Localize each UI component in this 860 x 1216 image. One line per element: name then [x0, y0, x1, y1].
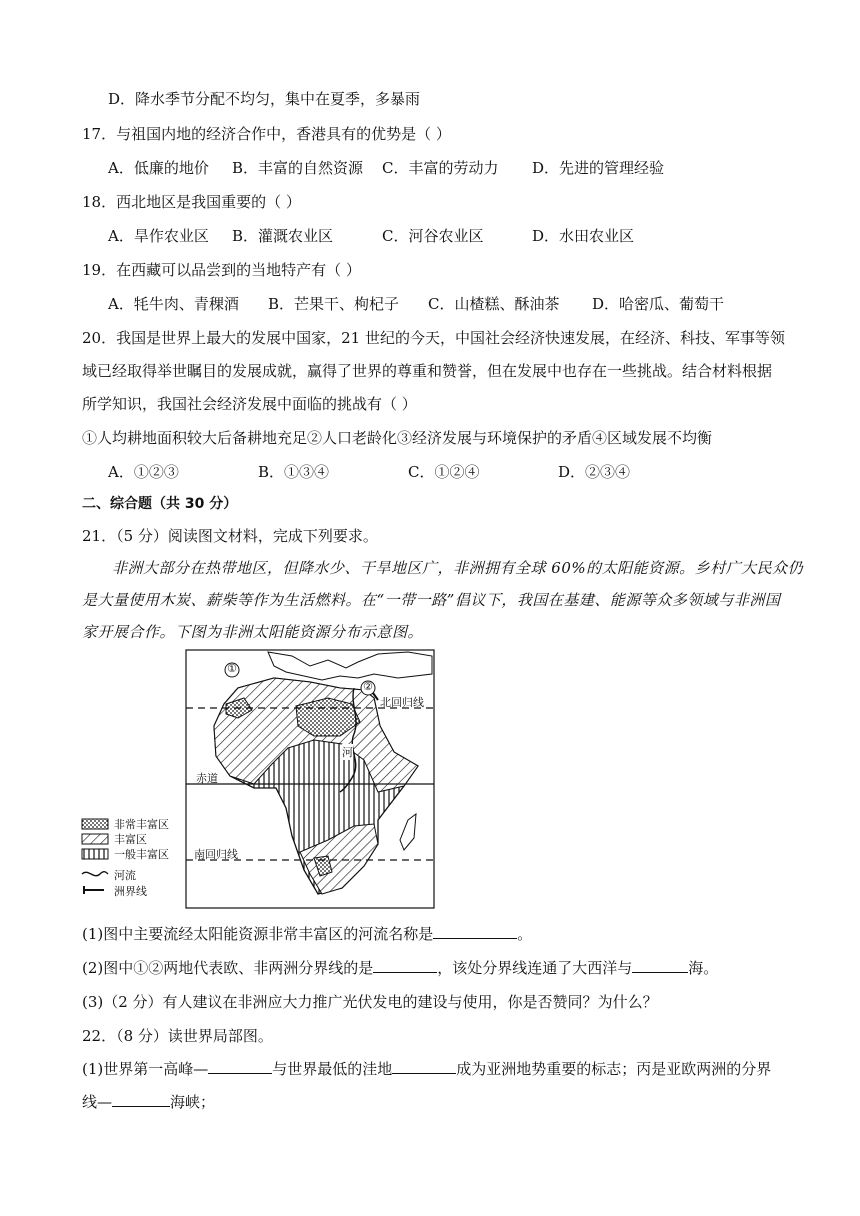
q21-part1 — [82, 924, 532, 944]
q20-option-d: D．②③④ — [558, 463, 631, 481]
river-label: 河 — [342, 746, 353, 759]
q21-part2-end: 海。 — [688, 959, 719, 977]
marker-2-label: ② — [363, 680, 373, 693]
tropic-of-capricorn-label: 南回归线 — [194, 848, 238, 861]
q21-stem: 21．（5 分）阅读图文材料，完成下列要求。 — [82, 527, 378, 545]
q18-stem: 18．西北地区是我国重要的（ ） — [82, 193, 301, 211]
q17-option-b: B．丰富的自然资源 — [232, 159, 364, 177]
q22-part1-blank-3[interactable] — [112, 1092, 170, 1107]
q18-option-b: B．灌溉农业区 — [232, 227, 334, 245]
q17-option-a: A．低廉的地价 — [108, 159, 209, 177]
q20-line3: 所学知识，我国社会经济发展中面临的挑战有（ ） — [82, 395, 417, 413]
q21-material-1: 非洲大部分在热带地区，但降水少、干旱地区广，非洲拥有全球 60%的太阳能资源。乡村广大民众仍 — [112, 559, 804, 577]
legend-very-rich-label: 非常丰富区 — [114, 818, 169, 831]
q22-part1-end: 海峡； — [170, 1093, 216, 1111]
q19-option-b: B．芒果干、枸杞子 — [268, 295, 400, 313]
section-title: 二、综合题（共 30 分） — [82, 496, 238, 512]
legend-rich-swatch — [82, 834, 108, 844]
legend-river-symbol — [82, 872, 108, 876]
q20-option-c: C．①②④ — [408, 463, 480, 481]
q21-part2-text: (2)图中①②两地代表欧、非两洲分界线的是 — [82, 959, 374, 977]
q20-option-a: A．①②③ — [108, 463, 179, 481]
q18-options — [108, 226, 634, 246]
legend-general-swatch — [82, 849, 108, 859]
q20-option-b: B．①③④ — [258, 463, 330, 481]
q22-part1-cont — [82, 1092, 215, 1112]
q21-part3: (3)（2 分）有人建议在非洲应大力推广光伏发电的建设与使用，你是否赞同？为什么？ — [82, 993, 658, 1011]
q19-stem: 19．在西藏可以品尝到的当地特产有（ ） — [82, 261, 361, 279]
legend-boundary-label: 洲界线 — [114, 885, 147, 898]
q21-part1-text: (1)图中主要流经太阳能资源非常丰富区的河流名称是 — [82, 925, 434, 943]
q22-stem: 22．（8 分）读世界局部图。 — [82, 1027, 273, 1045]
q22-part1 — [82, 1059, 771, 1079]
marker-1-label: ① — [227, 662, 237, 675]
legend-very-rich-swatch — [82, 819, 108, 829]
q21-material-2: 是大量使用木炭、薪柴等作为生活燃料。在“一带一路”倡议下，我国在基建、能源等众多领域与非洲国 — [82, 591, 781, 609]
q22-part1-mid: 与世界最低的洼地 — [272, 1060, 393, 1078]
q20-statements: ①人均耕地面积较大后备耕地充足②人口老龄化③经济发展与环境保护的矛盾④区域发展不均衡 — [82, 429, 713, 447]
q19-option-a: A．牦牛肉、青稞酒 — [108, 295, 239, 313]
q19-options — [108, 294, 724, 314]
q18-option-d: D．水田农业区 — [532, 227, 635, 245]
q22-part1-line2: 线— — [82, 1093, 113, 1111]
q22-part1-blank-2[interactable] — [392, 1059, 456, 1074]
q18-option-a: A．旱作农业区 — [108, 227, 209, 245]
q17-option-c: C．丰富的劳动力 — [382, 159, 499, 177]
equator-label: 赤道 — [196, 772, 218, 785]
q16-option-d: D．降水季节分配不均匀，集中在夏季，多暴雨 — [108, 90, 421, 108]
legend-rich-label: 丰富区 — [114, 833, 147, 846]
q17-options — [108, 158, 664, 178]
q21-part2-mid: ，该处分界线连通了大西洋与 — [437, 959, 633, 977]
q18-option-c: C．河谷农业区 — [382, 227, 484, 245]
q21-part2-blank-2[interactable] — [632, 958, 688, 973]
q19-option-c: C．山楂糕、酥油茶 — [428, 295, 560, 313]
q21-part2-blank-1[interactable] — [373, 958, 437, 973]
q21-material-3: 家开展合作。下图为非洲太阳能资源分布示意图。 — [82, 623, 424, 641]
tropic-of-cancer-label: 北回归线 — [380, 696, 424, 709]
q17-option-d: D．先进的管理经验 — [532, 159, 665, 177]
q17-stem: 17．与祖国内地的经济合作中，香港具有的优势是（ ） — [82, 125, 451, 143]
legend-general-label: 一般丰富区 — [114, 848, 169, 861]
africa-solar-map — [78, 648, 438, 910]
q22-part1-text: (1)世界第一高峰— — [82, 1060, 209, 1078]
legend-river-label: 河流 — [114, 869, 136, 882]
q19-option-d: D．哈密瓜、葡萄干 — [592, 295, 725, 313]
q20-line1: 20．我国是世界上最大的发展中国家，21 世纪的今天，中国社会经济快速发展，在经济、科技、军事等领 — [82, 329, 785, 347]
q20-line2: 域已经取得举世瞩目的发展成就，赢得了世界的尊重和赞誉，但在发展中也存在一些挑战。结合材料根据 — [82, 362, 773, 380]
q21-part1-blank[interactable] — [433, 924, 517, 939]
q22-part1-blank-1[interactable] — [208, 1059, 272, 1074]
q22-part1-mid2: 成为亚洲地势重要的标志；丙是亚欧两洲的分界 — [456, 1060, 772, 1078]
q21-part2 — [82, 958, 718, 978]
q21-part1-end: 。 — [517, 925, 533, 943]
q20-options — [108, 462, 630, 482]
